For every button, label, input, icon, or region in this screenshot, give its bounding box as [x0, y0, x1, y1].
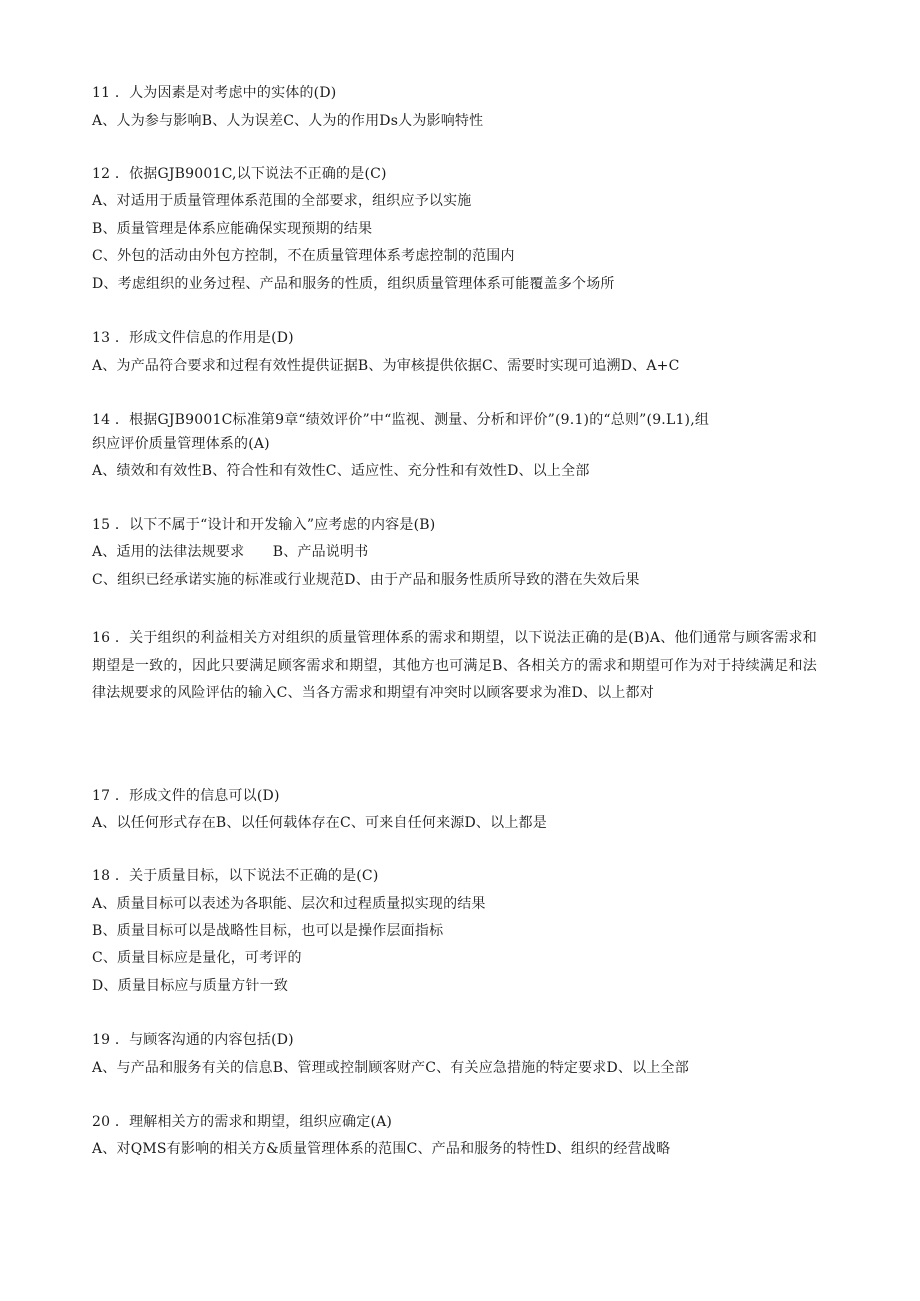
- q20-stem: 20 ．理解相关方的需求和期望，组织应确定(A): [92, 1114, 393, 1130]
- q11-stem: 11 ．人为因素是对考虑中的实体的(D): [92, 85, 337, 101]
- q13-options: A、为产品符合要求和过程有效性提供证据B、为审核提供依据C、需要时实现可追溯D、A+C: [92, 358, 680, 374]
- q18-option-d: D、质量目标应与质量方针一致: [92, 978, 289, 994]
- q16-paragraph: 16 ．关于组织的利益相关方对组织的质量管理体系的需求和期望，以下说法正确的是(B)A、他们通常与顾客需求和期望是一致的，因此只要满足顾客需求和期望，其他方也可满足B、各相关方的需求和期望可作为对于持续满足和法律法规要求的风险评估的输入C、当各方需求和期望有冲突时以顾客要求为准D、以上都对: [92, 630, 817, 701]
- q12-option-b: B、质量管理是体系应能确保实现预期的结果: [92, 221, 373, 237]
- q18-option-a: A、质量目标可以表述为各职能、层次和过程质量拟实现的结果: [92, 896, 486, 912]
- q14-stem-line2: 织应评价质量管理体系的(A): [92, 436, 270, 452]
- q12-stem: 12 ．依据GJB9001C,以下说法不正确的是(C): [92, 166, 387, 182]
- q13-stem: 13 ．形成文件信息的作用是(D): [92, 330, 294, 346]
- q12-option-a: A、对适用于质量管理体系范围的全部要求，组织应予以实施: [92, 193, 472, 209]
- q20-options: A、对QMS有影响的相关方&质量管理体系的范围C、产品和服务的特性D、组织的经营战略: [92, 1141, 671, 1157]
- q18-option-c: C、质量目标应是量化，可考评的: [92, 950, 302, 966]
- q19-options: A、与产品和服务有关的信息B、管理或控制顾客财产C、有关应急措施的特定要求D、以上全部: [92, 1060, 689, 1076]
- q14-options: A、绩效和有效性B、符合性和有效性C、适应性、充分性和有效性D、以上全部: [92, 463, 590, 479]
- q11-options: A、人为参与影响B、人为误差C、人为的作用Ds人为影响特性: [92, 113, 484, 129]
- q12-option-d: D、考虑组织的业务过程、产品和服务的性质，组织质量管理体系可能覆盖多个场所: [92, 276, 615, 292]
- q17-options: A、以任何形式存在B、以任何载体存在C、可来自任何来源D、以上都是: [92, 815, 547, 831]
- q14-stem-line1: 14 ．根据GJB9001C标准第9章“绩效评价”中“监视、测量、分析和评价”(9.1)的“总则”(9.L1),组: [92, 412, 710, 428]
- q15-stem: 15 ．以下不属于“设计和开发输入”应考虑的内容是(B): [92, 517, 436, 533]
- q19-stem: 19 ．与顾客沟通的内容包括(D): [92, 1032, 294, 1048]
- q18-stem: 18 ．关于质量目标，以下说法不正确的是(C): [92, 868, 379, 884]
- q15-options-line1: A、适用的法律法规要求 B、产品说明书: [92, 544, 369, 560]
- q15-options-line2: C、组织已经承诺实施的标准或行业规范D、由于产品和服务性质所导致的潜在失效后果: [92, 572, 640, 588]
- q12-option-c: C、外包的活动由外包方控制，不在质量管理体系考虑控制的范围内: [92, 248, 515, 264]
- q17-stem: 17 ．形成文件的信息可以(D): [92, 788, 280, 804]
- q18-option-b: B、质量目标可以是战略性目标，也可以是操作层面指标: [92, 923, 444, 939]
